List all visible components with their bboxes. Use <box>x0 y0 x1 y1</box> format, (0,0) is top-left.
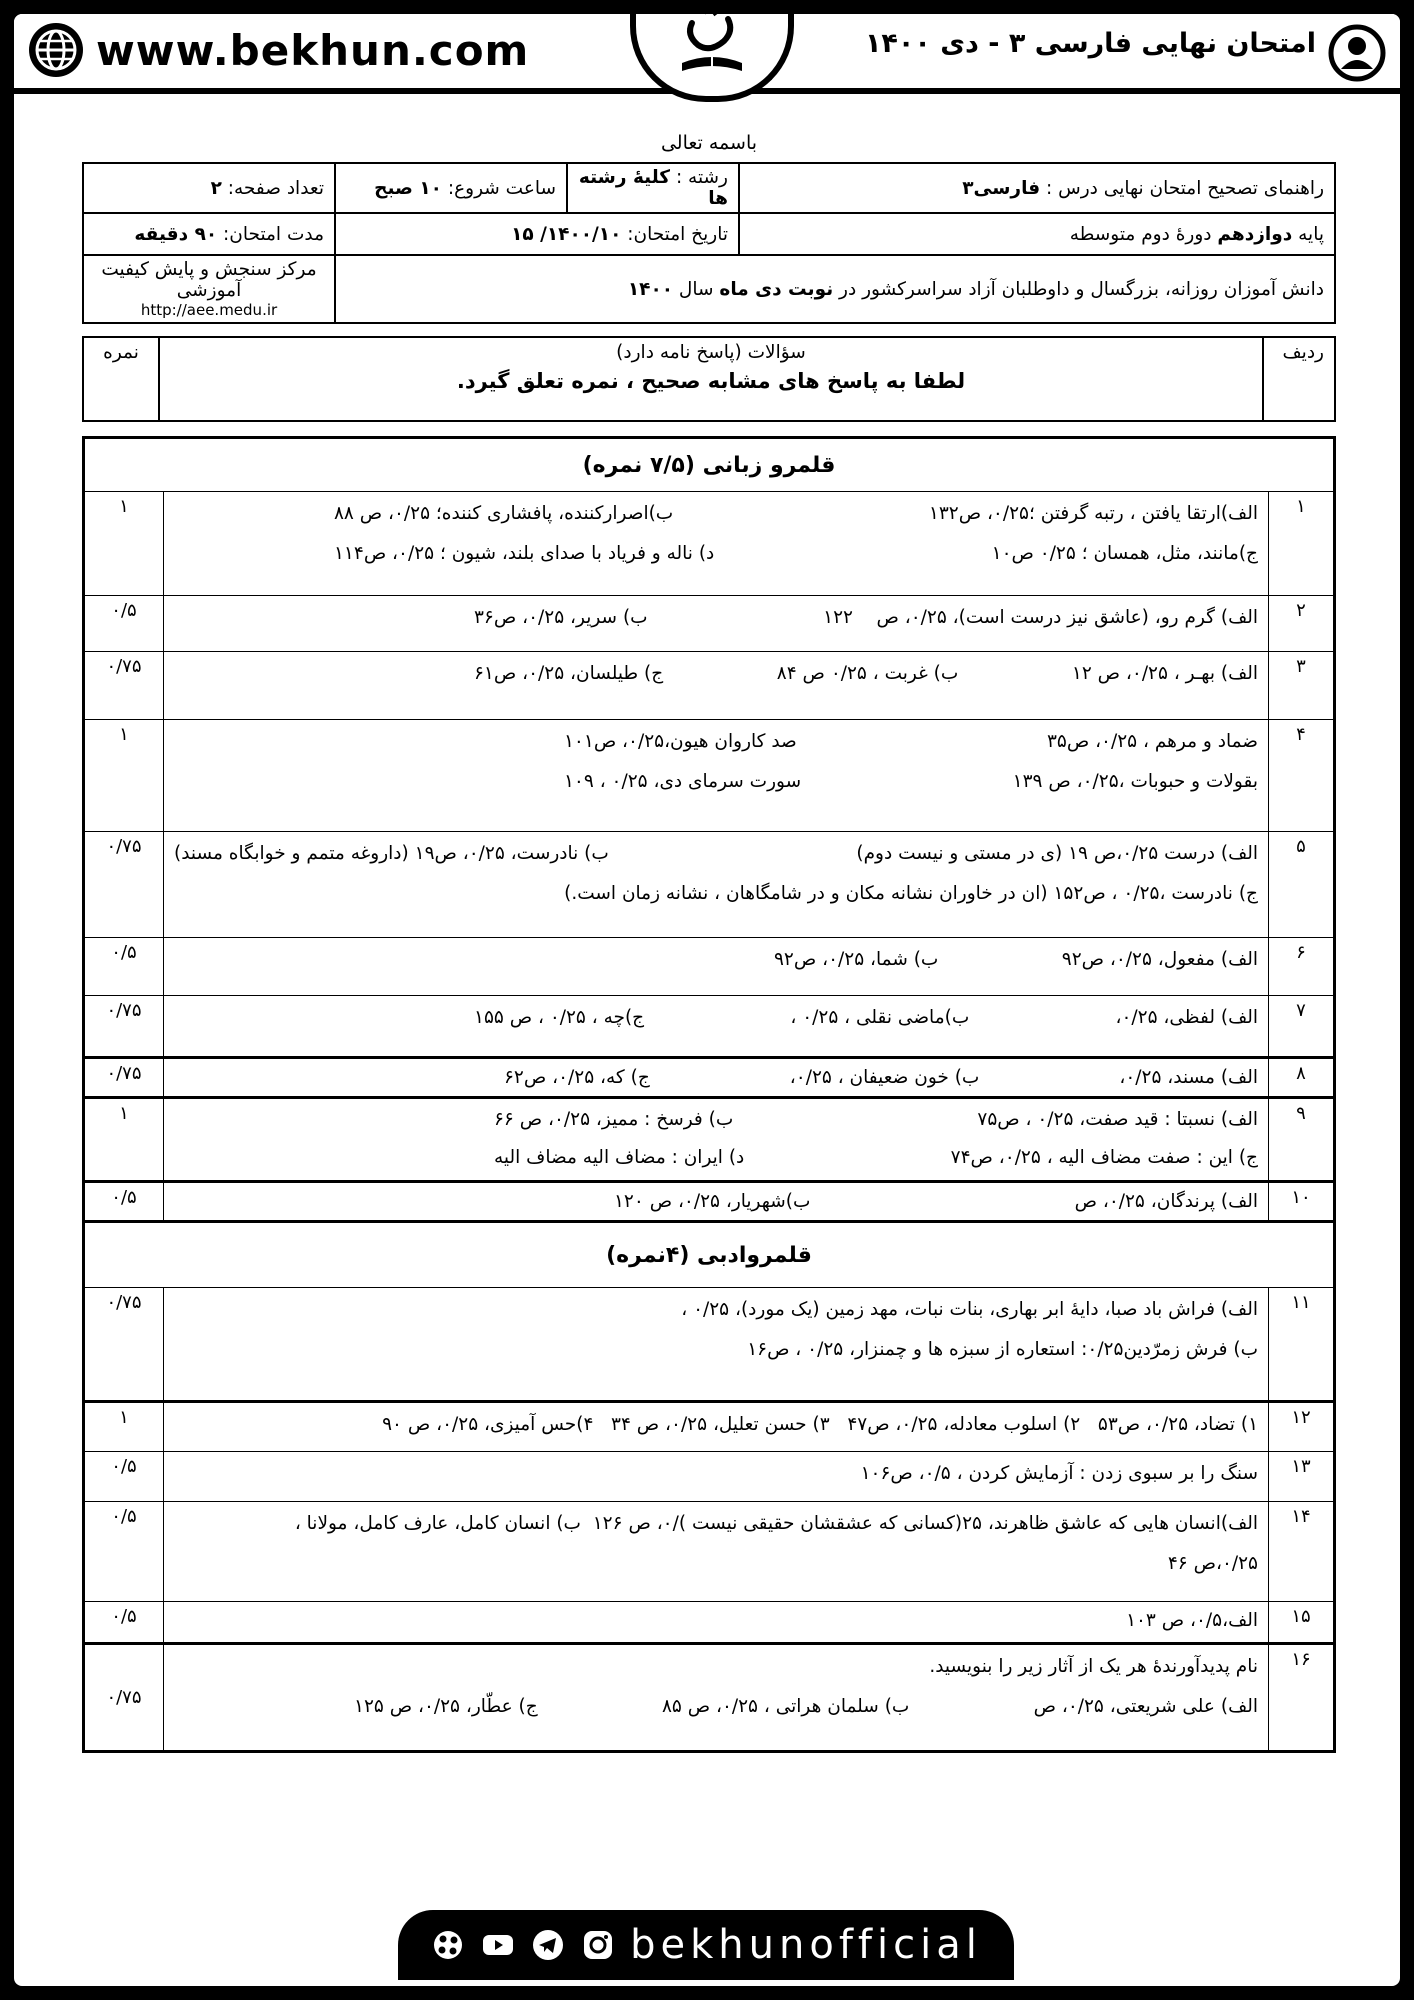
table-row <box>84 832 1335 938</box>
date-value: ۱۴۰۰/۱۰/ ۱۵ <box>511 223 622 245</box>
answer-cell <box>164 996 1269 1058</box>
students-cell <box>335 255 1335 323</box>
course-value: فارسی۳ <box>962 177 1041 199</box>
answer-cell <box>164 492 1269 596</box>
row-label: ردیف <box>1263 337 1335 421</box>
row-score: ۰/۵ <box>84 1452 164 1502</box>
table-row <box>84 1644 1335 1752</box>
field-value: کلیهٔ رشته ها <box>578 167 728 209</box>
exam-title: امتحان نهایی فارسی ۳ - دی ۱۴۰۰ <box>864 28 1316 59</box>
site-url[interactable]: www.bekhun.com <box>96 25 530 75</box>
answer-text: ج)مانند، مثل، همسان ؛ ۰/۲۵ ص۱۰ <box>991 543 1258 564</box>
aparat-icon[interactable] <box>430 1927 466 1963</box>
youtube-icon[interactable] <box>480 1927 516 1963</box>
answer-text: الف) فراش باد صبا، دایهٔ ابر بهاری، بنات نبات، مهد زمین (یک مورد)، ۰/۲۵ ، <box>681 1299 1258 1320</box>
answer-cell <box>164 596 1269 652</box>
table-row <box>84 720 1335 832</box>
row-score: ۰/۷۵ <box>84 832 164 938</box>
answer-text: سنگ را بر سبوی زدن : آزمایش کردن ، ۰/۵، ص۱۰۶ <box>860 1463 1258 1484</box>
answer-text: ب)اصرارکننده، پافشاری کننده؛ ۰/۲۵، ص ۸۸ <box>334 503 674 524</box>
answer-text: ب) سریر، ۰/۲۵، ص۳۶ <box>474 607 648 628</box>
grade-cell <box>739 213 1335 255</box>
field-cell <box>567 163 739 213</box>
answer-cell <box>164 1644 1269 1752</box>
answer-text: ج) عطّار، ۰/۲۵، ص ۱۲۵ <box>354 1696 538 1717</box>
answer-text: ج) این : صفت مضاف الیه ، ۰/۲۵، ص۷۴ <box>950 1147 1258 1168</box>
section-language <box>84 438 1335 492</box>
instagram-icon[interactable] <box>580 1927 616 1963</box>
answer-text: ۰/۲۵،ص ۴۶ <box>1167 1553 1258 1574</box>
grade-value: دوازدهم <box>1217 223 1293 245</box>
row-number: ۵ <box>1269 832 1335 938</box>
session-value: نوبت دی ماه <box>719 278 834 300</box>
answer-cell <box>164 720 1269 832</box>
table-row <box>84 492 1335 596</box>
date-cell <box>335 213 739 255</box>
row-number: ۱۴ <box>1269 1502 1335 1602</box>
answer-cell <box>164 832 1269 938</box>
row-score: ۰/۵ <box>84 1602 164 1644</box>
start-value: ۱۰ صبح <box>374 177 442 199</box>
question-text: نام پدیدآورندهٔ هر یک از آثار زیر را بنویسید. <box>929 1656 1258 1677</box>
course-cell <box>739 163 1335 213</box>
row-score: ۱ <box>84 720 164 832</box>
exam-info-table <box>82 162 1336 324</box>
center-cell <box>83 255 335 323</box>
guide-label: راهنمای تصحیح امتحان نهایی <box>1103 177 1324 199</box>
section-title: قلمروادبی (۴نمره) <box>84 1222 1335 1288</box>
row-score: ۰/۵ <box>84 938 164 996</box>
table-row <box>84 1452 1335 1502</box>
course-label: درس : <box>1046 177 1098 199</box>
row-score: ۰/۵ <box>84 1502 164 1602</box>
row-number: ۱۲ <box>1269 1402 1335 1452</box>
table-row <box>84 1602 1335 1644</box>
globe-icon <box>28 22 84 78</box>
answer-text: الف) علی شریعتی، ۰/۲۵، ص <box>1033 1696 1258 1717</box>
row-number: ۹ <box>1269 1098 1335 1182</box>
footer-social-bar <box>398 1910 1014 1980</box>
table-row <box>84 1098 1335 1182</box>
answer-cell <box>164 1602 1269 1644</box>
pages-label: تعداد صفحه: <box>227 177 324 199</box>
answer-text: الف) لفظی، ۰/۲۵، <box>1115 1007 1258 1028</box>
start-label: ساعت شروع: <box>447 177 556 199</box>
table-row <box>84 1288 1335 1402</box>
grade-suffix: دورهٔ دوم متوسطه <box>1069 223 1212 245</box>
answer-text: د) ایران : مضاف الیه مضاف الیه <box>494 1147 745 1168</box>
table-row <box>84 1502 1335 1602</box>
exam-content <box>82 132 1336 1753</box>
answer-text: ب) شما، ۰/۲۵، ص۹۲ <box>774 949 939 970</box>
answer-text: الف)ارتقا یافتن ، رتبه گرفتن ؛۰/۲۵، ص۱۳۲ <box>928 503 1258 524</box>
answer-text: الف) پرندگان، ۰/۲۵، ص <box>1074 1191 1258 1212</box>
center-url[interactable]: http://aee.medu.ir <box>140 301 278 319</box>
year-label: سال <box>678 278 714 300</box>
questions-heading <box>159 337 1263 421</box>
answer-text: ب) سلمان هراتی ، ۰/۲۵، ص ۸۵ <box>661 1696 910 1717</box>
answer-text: الف) مفعول، ۰/۲۵، ص۹۲ <box>1061 949 1258 970</box>
row-number: ۲ <box>1269 596 1335 652</box>
answer-cell <box>164 1402 1269 1452</box>
row-number: ۶ <box>1269 938 1335 996</box>
pages-cell <box>83 163 335 213</box>
year-value: ۱۴۰۰ <box>627 278 674 300</box>
answer-text: الف) درست ۰/۲۵،ص ۱۹ (ی در مستی و نیست دوم) <box>856 843 1258 864</box>
answer-cell <box>164 1058 1269 1098</box>
answer-text: ج) نادرست ،۰/۲۵ ، ص۱۵۲ (ان در خاوران نشانه مکان و در شامگاهان ، نشانه زمان است.) <box>564 883 1258 904</box>
answer-text: الف،۰/۵، ص ۱۰۳ <box>1126 1610 1258 1631</box>
answer-cell <box>164 652 1269 720</box>
answer-text: الف) بهـر ، ۰/۲۵، ص ۱۲ <box>1071 663 1258 684</box>
answer-text: ب) غربت ، ۰/۲۵ ص ۸۴ <box>776 663 959 684</box>
answer-text: ب) فرسخ : ممیز، ۰/۲۵، ص ۶۶ <box>494 1109 734 1130</box>
answer-text: صد کاروان هیون،۰/۲۵، ص۱۰۱ <box>564 731 797 752</box>
duration-cell <box>83 213 335 255</box>
answer-text: الف) مسند، ۰/۲۵، <box>1119 1067 1258 1088</box>
answer-text: ب) نادرست، ۰/۲۵، ص۱۹ (داروغه متمم و خوابگاه مسند) <box>174 843 609 864</box>
answer-text: الف) گرم رو، (عاشق نیز درست است)، ۰/۲۵، ص ۱۲۲ <box>823 607 1258 628</box>
answer-text: ج) طیلسان، ۰/۲۵، ص۶۱ <box>474 663 664 684</box>
row-number: ۱ <box>1269 492 1335 596</box>
answer-text: د) ناله و فریاد با صدای بلند، شیون ؛ ۰/۲۵، ص۱۱۴ <box>334 543 715 564</box>
date-label: تاریخ امتحان: <box>627 223 728 245</box>
row-score: ۰/۷۵ <box>84 1058 164 1098</box>
duration-label: مدت امتحان: <box>223 223 324 245</box>
table-row <box>84 652 1335 720</box>
logo-icon <box>664 14 760 85</box>
row-number: ۱۳ <box>1269 1452 1335 1502</box>
start-cell <box>335 163 567 213</box>
table-row <box>84 1058 1335 1098</box>
row-score: ۱ <box>84 1402 164 1452</box>
answer-text: ب) فرش زمرّدین۰/۲۵: استعاره از سبزه ها و چمنزار، ۰/۲۵ ، ص۱۶ <box>747 1339 1258 1360</box>
row-number: ۱۰ <box>1269 1182 1335 1222</box>
section-literary <box>84 1222 1335 1288</box>
row-score: ۱ <box>84 1098 164 1182</box>
section-title: قلمرو زبانی (۷/۵ نمره) <box>84 438 1335 492</box>
grading-note: لطفا به پاسخ های مشابه صحیح ، نمره تعلق گیرد. <box>456 369 966 393</box>
answer-cell <box>164 1452 1269 1502</box>
score-label: نمره <box>83 337 159 421</box>
row-number: ۱۱ <box>1269 1288 1335 1402</box>
user-icon[interactable] <box>1328 24 1386 82</box>
center-name: مرکز سنجش و پایش کیفیت آموزشی <box>101 259 317 301</box>
row-score: ۰/۷۵ <box>84 652 164 720</box>
row-number: ۱۶ <box>1269 1644 1335 1752</box>
table-row <box>84 1182 1335 1222</box>
answer-text: سورت سرمای دی، ۰/۲۵ ، ۱۰۹ <box>564 771 802 792</box>
answer-text: ۱) تضاد، ۰/۲۵، ص۵۳ ۲) اسلوب معادله، ۰/۲۵، ص۴۷ ۳) حسن تعلیل، ۰/۲۵، ص ۳۴ ۴)حس آمیزی، ۰/۲۵، ص ۹۰ <box>382 1414 1258 1435</box>
row-number: ۸ <box>1269 1058 1335 1098</box>
row-score: ۰/۷۵ <box>84 1644 164 1752</box>
answer-cell <box>164 1098 1269 1182</box>
basmala: باسمه تعالی <box>660 132 758 154</box>
duration-value: ۹۰ دقیقه <box>134 223 218 245</box>
row-number: ۱۵ <box>1269 1602 1335 1644</box>
social-handle[interactable]: bekhunofficial <box>630 1922 982 1968</box>
row-score: ۰/۵ <box>84 596 164 652</box>
answer-text: ج)چه ، ۰/۲۵ ، ص ۱۵۵ <box>474 1007 645 1028</box>
row-number: ۳ <box>1269 652 1335 720</box>
answer-text: ب) خون ضعیفان ، ۰/۲۵، <box>789 1067 980 1088</box>
row-score: ۱ <box>84 492 164 596</box>
answers-table <box>82 436 1336 1753</box>
answer-text: ب)شهریار، ۰/۲۵، ص ۱۲۰ <box>614 1191 811 1212</box>
grade-prefix: پایه <box>1298 223 1324 245</box>
row-score: ۰/۷۵ <box>84 1288 164 1402</box>
row-number: ۴ <box>1269 720 1335 832</box>
answer-text: ج) که، ۰/۲۵، ص۶۲ <box>504 1067 650 1088</box>
answer-cell <box>164 1182 1269 1222</box>
answer-text: ضماد و مرهم ، ۰/۲۵، ص۳۵ <box>1046 731 1258 752</box>
answer-text: بقولات و حبوبات ،۰/۲۵، ص ۱۳۹ <box>1012 771 1258 792</box>
answer-cell <box>164 938 1269 996</box>
table-row <box>84 996 1335 1058</box>
answer-text: الف) نسبتا : قید صفت، ۰/۲۵ ، ص۷۵ <box>977 1109 1258 1130</box>
answer-cell <box>164 1502 1269 1602</box>
telegram-icon[interactable] <box>530 1927 566 1963</box>
answer-text: ب)ماضی نقلی ، ۰/۲۵ ، <box>790 1007 970 1028</box>
questions-label: سؤالات (پاسخ نامه دارد) <box>616 342 806 363</box>
row-number: ۷ <box>1269 996 1335 1058</box>
questions-header-table <box>82 336 1336 422</box>
answer-text: الف)انسان هایی که عاشق ظاهرند، ۲۵(کسانی که عشقشان حقیقی نیست )/۰، ص ۱۲۶ ب) انسان کامل، عارف کامل، مولانا ، <box>294 1513 1258 1534</box>
page <box>14 14 1400 1986</box>
answer-cell <box>164 1288 1269 1402</box>
students-text: دانش آموزان روزانه، بزرگسال و داوطلبان آزاد سراسرکشور در <box>839 278 1324 300</box>
table-row <box>84 1402 1335 1452</box>
table-row <box>84 596 1335 652</box>
site-link[interactable] <box>28 22 529 78</box>
field-label: رشته : <box>675 167 728 188</box>
table-row <box>84 938 1335 996</box>
row-score: ۰/۷۵ <box>84 996 164 1058</box>
pages-value: ۲ <box>210 177 222 199</box>
row-score: ۰/۵ <box>84 1182 164 1222</box>
